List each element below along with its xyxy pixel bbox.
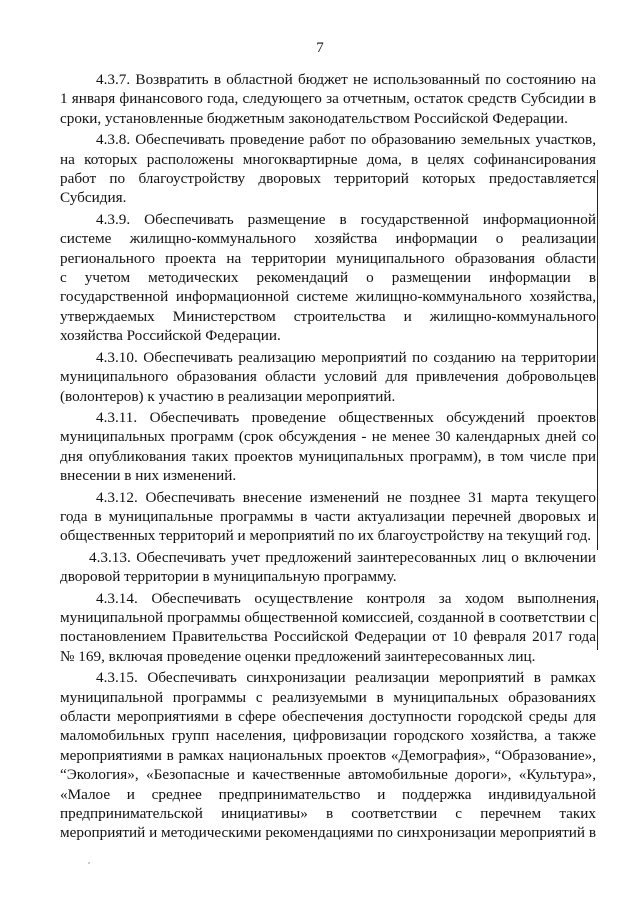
paragraph-line: области мероприятиями в сфере обеспечения доступности городской среды для <box>60 708 596 725</box>
paragraph-line: муниципального образования области условий для привлечения добровольцев <box>60 368 596 386</box>
paragraph-4-3-13 <box>60 548 596 587</box>
paragraph-line: 1 января финансового года, следующего за отчетным, остаток средств Субсидии в <box>60 90 596 108</box>
paragraph-line: системе жилищно-коммунального хозяйства информации о реализации <box>60 230 596 248</box>
paragraph-line: на которых расположены многоквартирные дома, в целях софинансирования <box>60 150 596 168</box>
paragraph-line: хозяйства Российской Федерации. <box>60 327 281 345</box>
paragraph-line: государственной информационной системе жилищно-коммунального хозяйства, <box>60 288 596 306</box>
paragraph-line: постановлением Правительства Российской Федерации от 10 февраля 2017 года <box>60 628 596 646</box>
paragraph-line: Субсидия. <box>60 189 127 207</box>
scan-edge-line <box>597 170 598 550</box>
scan-speck <box>88 862 90 864</box>
paragraph-line: 4.3.15. Обеспечивать синхронизации реализации мероприятий в рамках <box>96 669 596 687</box>
paragraph-line: 4.3.11. Обеспечивать проведение общественных обсуждений проектов <box>96 408 596 426</box>
paragraph-4-3-10 <box>60 348 596 406</box>
paragraph-line: маломобильных групп населения, цифровизации городского хозяйства, а также <box>60 727 596 745</box>
paragraph-line: 4.3.13. Обеспечивать учет предложений заинтересованных лиц о включении <box>89 548 596 566</box>
page-number: 7 <box>316 40 324 56</box>
paragraph-line: утверждаемых Министерством строительства и жилищно-коммунального <box>60 307 596 325</box>
paragraph-line: муниципальной программы с реализуемыми в муниципальных образованиях <box>60 688 596 706</box>
scan-edge-line-lower <box>597 600 598 650</box>
paragraph-4-3-12 <box>60 488 596 546</box>
paragraph-line: 4.3.12. Обеспечивать внесение изменений не позднее 31 марта текущего <box>96 488 596 506</box>
paragraph-line: дня опубликования таких проектов муниципальных программ), в том числе при <box>60 447 596 465</box>
paragraph-line: общественных территорий и мероприятий по их благоустройству на текущий год. <box>60 527 592 545</box>
paragraph-line: 4.3.9. Обеспечивать размещение в государственной информационной <box>96 210 596 228</box>
paragraph-4-3-9 <box>60 210 596 346</box>
paragraph-line: сроки, установленные бюджетным законодательством Российской Федерации. <box>60 109 568 127</box>
paragraph-line: работ по благоустройству дворовых территорий которых предоставляется <box>60 170 596 188</box>
paragraph-4-3-15 <box>60 668 596 843</box>
document-body <box>60 70 596 845</box>
paragraph-line: (волонтеров) к участию в реализации мероприятий. <box>60 387 396 405</box>
paragraph-4-3-14 <box>60 589 596 667</box>
paragraph-line: 4.3.14. Обеспечивать осуществление контроля за ходом выполнения <box>96 589 596 607</box>
paragraph-line: 4.3.8. Обеспечивать проведение работ по образованию земельных участков, <box>96 131 596 149</box>
paragraph-line: предпринимательской инициативы» в соответствии с перечнем таких <box>60 805 596 823</box>
paragraph-line: дворовой территории в муниципальную программу. <box>60 568 397 586</box>
paragraph-line: внесении в них изменений. <box>60 467 237 485</box>
paragraph-line: муниципальной программы общественной комиссией, созданной в соответствии с <box>60 608 596 626</box>
paragraph-4-3-8 <box>60 130 596 208</box>
paragraph-line: муниципальных программ (срок обсуждения - не менее 30 календарных дней со <box>60 428 596 446</box>
paragraph-line: мероприятиями в рамках национальных проектов «Демография», “Образование», <box>60 746 596 764</box>
paragraph-4-3-11 <box>60 408 596 486</box>
paragraph-line: № 169, включая проведение оценки предложений заинтересованных лиц. <box>60 647 536 665</box>
paragraph-line: с учетом методических рекомендаций о размещении информации в <box>60 269 596 287</box>
paragraph-line: года в муниципальные программы в части актуализации перечней дворовых и <box>60 507 596 525</box>
paragraph-line: регионального проекта на территории муниципального образования области <box>60 249 596 267</box>
paragraph-line: 4.3.7. Возвратить в областной бюджет не использованный по состоянию на <box>96 71 596 88</box>
paragraph-line: мероприятий и методическими рекомендациями по синхронизации мероприятий в <box>60 824 597 842</box>
paragraph-4-3-7 <box>60 70 596 128</box>
paragraph-line: «Малое и среднее предпринимательство и поддержка индивидуальной <box>60 785 596 803</box>
paragraph-line: 4.3.10. Обеспечивать реализацию мероприятий по созданию на территории <box>96 348 596 366</box>
paragraph-line: “Экология», «Безопасные и качественные автомобильные дороги», «Культура», <box>60 766 596 784</box>
